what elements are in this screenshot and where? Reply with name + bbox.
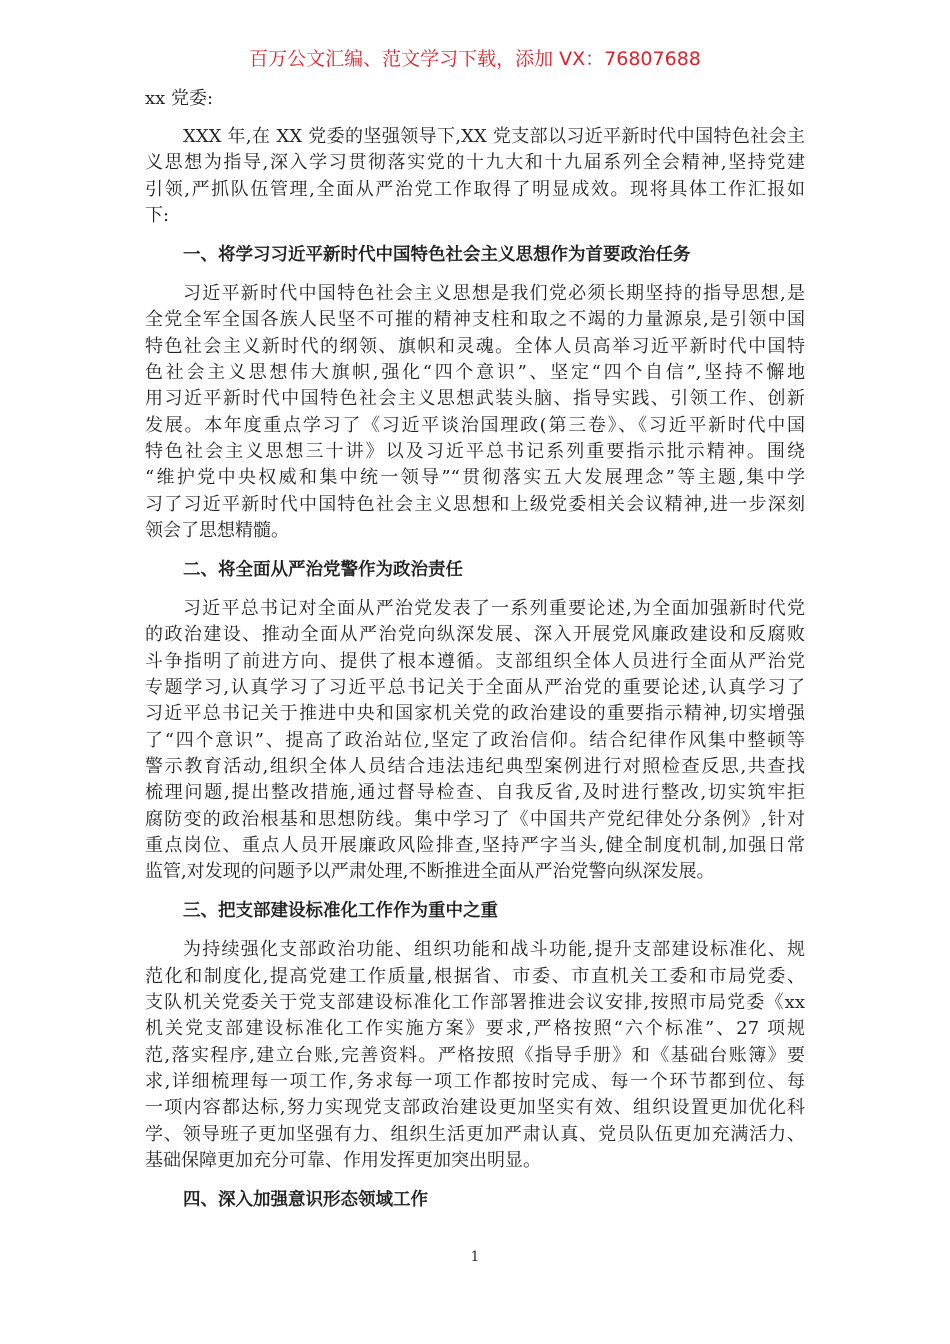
paragraph-line: 习近平总书记对全面从严治党发表了一系列重要论述,为全面加强新时代党	[183, 598, 805, 620]
paragraph-line: 一项内容都达标,努力实现党支部政治建设更加坚实有效、组织设置更加优化科	[145, 1097, 805, 1119]
paragraph-line: 重点岗位、重点人员开展廉政风险排查,坚持严字当头,健全制度机制,加强日常	[145, 834, 805, 856]
paragraph-line: 梳理问题,提出整改措施,通过督导检查、自我反省,及时进行整改,切实筑牢拒	[145, 782, 805, 804]
download-banner: 百万公文汇编、范文学习下载，添加 VX：76807688	[249, 48, 701, 70]
sections	[145, 242, 805, 1213]
paragraph-line: 下:	[145, 204, 170, 226]
paragraph-line: 监管,对发现的问题予以严肃处理,不断推进全面从严治党警向纵深发展。	[145, 861, 715, 883]
paragraph-line: 为持续强化支部政治功能、组织功能和战斗功能,提升支部建设标准化、规	[183, 939, 805, 961]
paragraph-line: 领会了思想精髓。	[145, 519, 289, 541]
page-number: 1	[470, 1249, 480, 1265]
paragraph-line: 支队机关党委关于党支部建设标准化工作部署推进会议安排,按照市局党委《xx	[145, 992, 805, 1014]
paragraph-line: 基础保障更加充分可靠、作用发挥更加突出明显。	[145, 1149, 541, 1171]
paragraph-line: 腐防变的政治根基和思想防线。集中学习了《中国共产党纪律处分条例》,针对	[145, 808, 805, 830]
paragraph-line: 习近平新时代中国特色社会主义思想是我们党必须长期坚持的指导思想,是	[183, 283, 805, 305]
paragraph-line: XXX 年,在 XX 党委的坚强领导下,XX 党支部以习近平新时代中国特色社会主	[183, 126, 805, 147]
paragraph-line: 警示教育活动,组织全体人员结合违法违纪典型案例进行对照检查反思,共查找	[145, 755, 805, 777]
section-heading: 二、将全面从严治党警作为政治责任	[183, 560, 463, 581]
section-paragraph	[145, 937, 805, 1174]
paragraph-line: 范化和制度化,提高党建工作质量,根据省、市委、市直机关工委和市局党委、	[145, 965, 805, 987]
paragraph-line: 的政治建设、推动全面从严治党向纵深发展、深入开展党风廉政建设和反腐败	[145, 624, 805, 646]
paragraph-line: 特色社会主义新时代的纲领、旗帜和灵魂。全体人员高举习近平新时代中国特	[145, 335, 805, 357]
paragraph-line: 引领,严抓队伍管理,全面从严治党工作取得了明显成效。现将具体工作汇报如	[145, 178, 805, 200]
paragraph-line: 义思想为指导,深入学习贯彻落实党的十九大和十九届系列全会精神,坚持党建	[145, 152, 805, 174]
paragraph-line: “维护党中央权威和集中统一领导”“贯彻落实五大发展理念”等主题,集中学	[145, 467, 805, 489]
salutation: xx 党委:	[145, 88, 214, 109]
paragraph-line: 专题学习,认真学习了习近平总书记关于全面从严治党的重要论述,认真学习了	[145, 677, 805, 699]
paragraph-line: 机关党支部建设标准化工作实施方案》要求,严格按照“六个标准”、27 项规	[145, 1018, 805, 1040]
document-body	[145, 86, 805, 1226]
section-heading: 一、将学习习近平新时代中国特色社会主义思想作为首要政治任务	[183, 245, 691, 266]
paragraph-line: 用习近平新时代中国特色社会主义思想武装头脑、指导实践、引领工作、创新	[145, 388, 805, 410]
paragraph-line: 习近平总书记关于推进中央和国家机关党的政治建设的重要指示精神,切实增强	[145, 703, 805, 725]
paragraph-line: 习了习近平新时代中国特色社会主义思想和上级党委相关会议精神,进一步深刻	[145, 493, 805, 515]
paragraph-line: 求,详细梳理每一项工作,务求每一项工作都按时完成、每一个环节都到位、每	[145, 1070, 805, 1092]
intro-paragraph	[145, 124, 805, 229]
section-paragraph	[145, 281, 805, 544]
paragraph-line: 特色社会主义思想三十讲》以及习近平总书记系列重要指示批示精神。围绕	[145, 440, 805, 462]
section-paragraph	[145, 596, 805, 885]
paragraph-line: 全党全军全国各族人民坚不可摧的精神支柱和取之不竭的力量源泉,是引领中国	[145, 309, 805, 331]
paragraph-line: 斗争指明了前进方向、提供了根本遵循。支部组织全体人员进行全面从严治党	[145, 650, 805, 672]
paragraph-line: 发展。本年度重点学习了《习近平谈治国理政(第三卷》、《习近平新时代中国	[145, 414, 805, 436]
section-heading: 三、把支部建设标准化工作作为重中之重	[183, 901, 498, 922]
paragraph-line: 学、领导班子更加坚强有力、组织生活更加严肃认真、党员队伍更加充满活力、	[145, 1123, 805, 1145]
paragraph-line: 范,落实程序,建立台账,完善资料。严格按照《指导手册》和《基础台账簿》要	[145, 1044, 805, 1066]
paragraph-line: 了“四个意识”、提高了政治站位,坚定了政治信仰。结合纪律作风集中整顿等	[145, 729, 805, 751]
paragraph-line: 色社会主义思想伟大旗帜,强化“四个意识”、坚定“四个自信”,坚持不懈地	[145, 362, 805, 384]
section-heading: 四、深入加强意识形态领域工作	[183, 1190, 428, 1211]
